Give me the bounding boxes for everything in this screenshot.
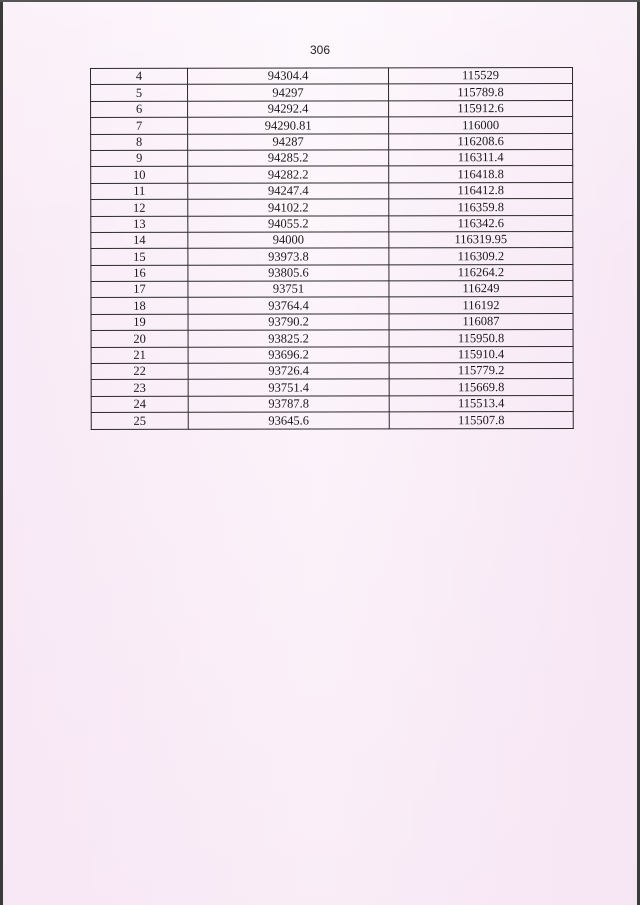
point-number-cell: 25	[91, 412, 188, 429]
table-row	[91, 100, 573, 117]
x-coordinate-cell: 94055.2	[188, 215, 389, 232]
table-row	[91, 346, 573, 363]
x-coordinate-cell: 93787.8	[188, 396, 389, 413]
scan-edge-left	[0, 0, 3, 905]
y-coordinate-cell: 116412.8	[389, 182, 573, 199]
table-row	[91, 412, 573, 429]
x-coordinate-cell: 93726.4	[188, 363, 389, 380]
coordinates-table-body	[91, 67, 574, 429]
point-number-cell: 22	[91, 363, 188, 380]
point-number-cell: 21	[91, 347, 188, 364]
table-row	[91, 166, 573, 183]
point-number-cell: 7	[91, 117, 188, 134]
y-coordinate-cell: 115779.2	[389, 363, 573, 380]
point-number-cell: 8	[91, 134, 188, 151]
x-coordinate-cell: 94282.2	[188, 166, 389, 183]
x-coordinate-cell: 93805.6	[188, 265, 389, 282]
table-row	[91, 84, 573, 101]
point-number-cell: 9	[91, 150, 188, 167]
table-row	[91, 281, 573, 298]
y-coordinate-cell: 115789.8	[389, 84, 573, 101]
x-coordinate-cell: 93973.8	[188, 248, 389, 265]
point-number-cell: 10	[91, 167, 188, 184]
point-number-cell: 11	[91, 183, 188, 200]
x-coordinate-cell: 94290.81	[188, 117, 389, 134]
y-coordinate-cell: 116000	[389, 117, 573, 134]
y-coordinate-cell: 116418.8	[389, 166, 573, 183]
y-coordinate-cell: 115507.8	[389, 412, 573, 429]
point-number-cell: 23	[91, 380, 188, 397]
table-row	[91, 297, 573, 314]
point-number-cell: 15	[91, 249, 188, 266]
y-coordinate-cell: 115513.4	[389, 395, 573, 412]
y-coordinate-cell: 115912.6	[389, 100, 573, 117]
y-coordinate-cell: 115669.8	[389, 379, 573, 396]
point-number-cell: 13	[91, 216, 188, 233]
x-coordinate-cell: 93790.2	[188, 314, 389, 331]
x-coordinate-cell: 93751	[188, 281, 389, 298]
table-row	[91, 149, 573, 166]
y-coordinate-cell: 116309.2	[389, 248, 573, 265]
table-row	[91, 231, 573, 248]
table-row	[91, 395, 573, 412]
y-coordinate-cell: 116311.4	[389, 149, 573, 166]
table-row	[91, 215, 573, 232]
x-coordinate-cell: 94292.4	[188, 101, 389, 118]
y-coordinate-cell: 115529	[389, 67, 573, 84]
table-row	[91, 313, 573, 330]
x-coordinate-cell: 94285.2	[188, 150, 389, 167]
point-number-cell: 20	[91, 331, 188, 348]
table-row	[91, 133, 573, 150]
x-coordinate-cell: 93764.4	[188, 297, 389, 314]
y-coordinate-cell: 116264.2	[389, 264, 573, 281]
table-row	[91, 248, 573, 265]
table-row	[91, 264, 573, 281]
point-number-cell: 14	[91, 232, 188, 249]
point-number-cell: 6	[91, 101, 188, 118]
point-number-cell: 19	[91, 314, 188, 331]
y-coordinate-cell: 115910.4	[389, 346, 573, 363]
point-number-cell: 24	[91, 396, 188, 413]
table-row	[91, 182, 573, 199]
y-coordinate-cell: 116208.6	[389, 133, 573, 150]
table-row	[91, 117, 573, 134]
y-coordinate-cell: 115950.8	[389, 330, 573, 347]
x-coordinate-cell: 94304.4	[188, 68, 389, 85]
x-coordinate-cell: 94102.2	[188, 199, 389, 216]
point-number-cell: 16	[91, 265, 188, 282]
x-coordinate-cell: 93645.6	[188, 412, 389, 429]
x-coordinate-cell: 94247.4	[188, 183, 389, 200]
x-coordinate-cell: 94287	[188, 133, 389, 150]
scan-edge-top	[0, 0, 640, 2]
page-number: 306	[309, 43, 331, 57]
y-coordinate-cell: 116249	[389, 281, 573, 298]
point-number-cell: 18	[91, 298, 188, 315]
y-coordinate-cell: 116192	[389, 297, 573, 314]
table-row	[91, 199, 573, 216]
point-number-cell: 12	[91, 199, 188, 216]
x-coordinate-cell: 94000	[188, 232, 389, 249]
table-row	[91, 379, 573, 396]
coordinates-table	[90, 67, 574, 430]
point-number-cell: 17	[91, 281, 188, 298]
table-row	[91, 330, 573, 347]
point-number-cell: 4	[91, 68, 188, 85]
x-coordinate-cell: 93825.2	[188, 330, 389, 347]
y-coordinate-cell: 116319.95	[389, 231, 573, 248]
table-row	[91, 363, 573, 380]
x-coordinate-cell: 93696.2	[188, 347, 389, 364]
y-coordinate-cell: 116087	[389, 313, 573, 330]
point-number-cell: 5	[91, 85, 188, 102]
y-coordinate-cell: 116342.6	[389, 215, 573, 232]
table-row	[91, 67, 573, 84]
x-coordinate-cell: 93751.4	[188, 379, 389, 396]
x-coordinate-cell: 94297	[188, 84, 389, 101]
y-coordinate-cell: 116359.8	[389, 199, 573, 216]
